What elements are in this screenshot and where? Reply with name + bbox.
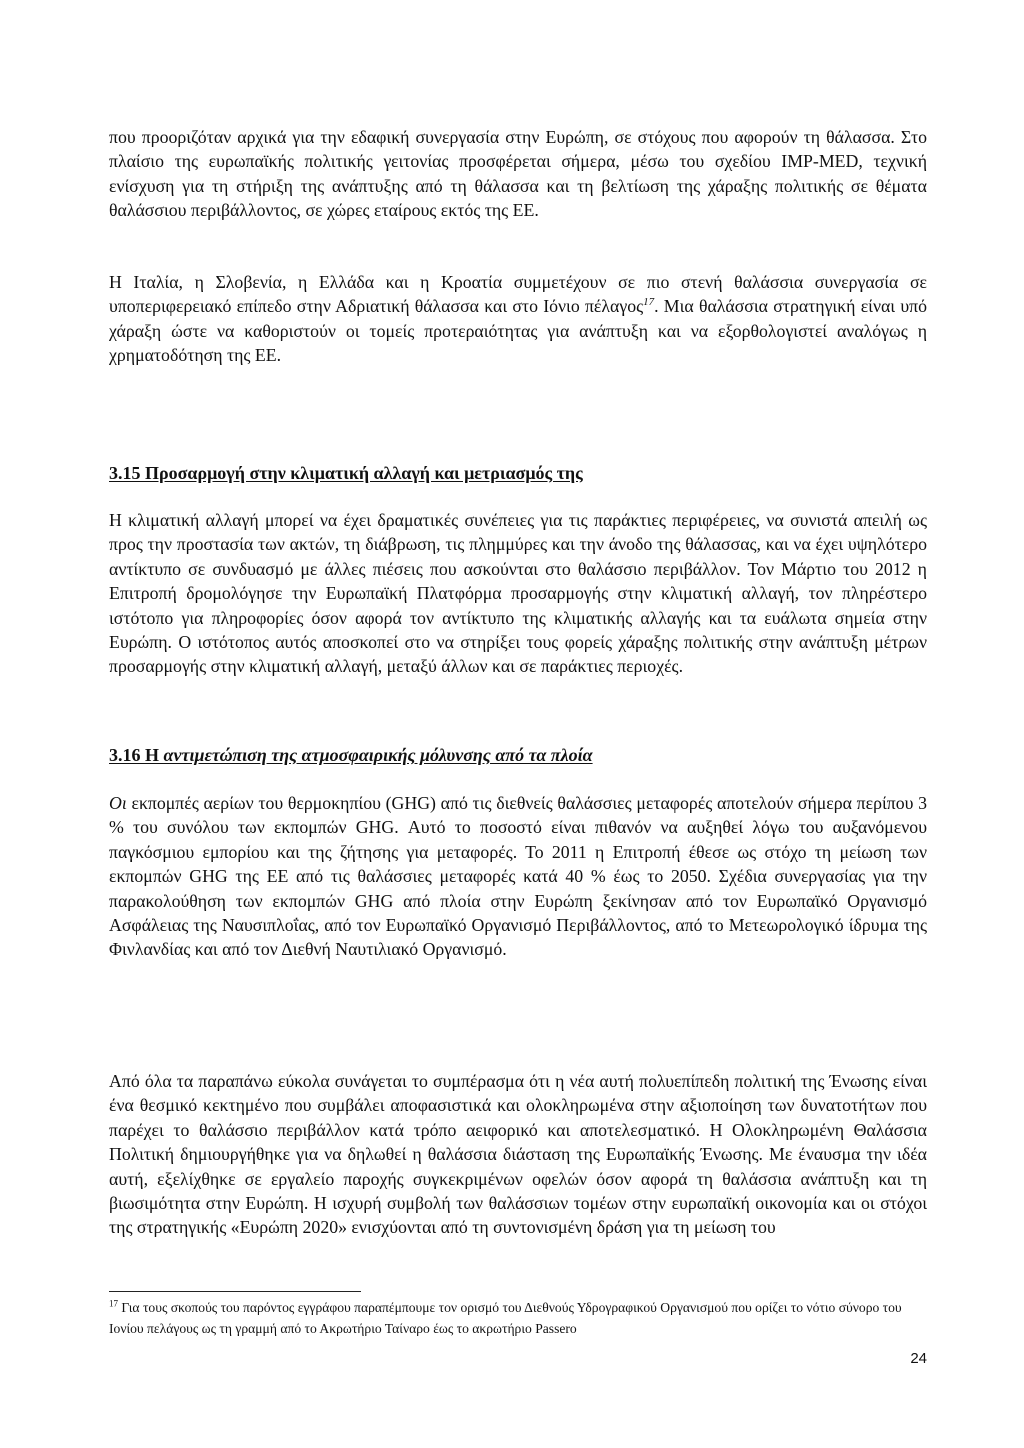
paragraph-ghg-text: εκπομπές αερίων του θερμοκηπίου (GHG) από τις διεθνείς θαλάσσιες μεταφορές αποτελούν σήμερα περίπου 3 % του συνόλου των εκπομπών GHG. Αυτό το ποσοστό είναι πιθανόν να αυξηθεί λόγω του αυξανόμενου παγκόσμιου εμπορίου και της ζήτησης για μεταφορές. Το 2011 η Επιτροπή έθεσε ως στόχο τη μείωση των εκπομπών GHG της ΕΕ από τις θαλάσσιες μεταφορές κατά 40 % έως το 2050. Σχέδια συνεργασίας για την παρακολούθηση των εκπομπών GHG από πλοία στην Ευρώπη ξεκίνησαν από τον Ευρωπαϊκό Οργανισμό Ασφάλειας της Ναυσιπλοΐας, από τον Ευρωπαϊκό Οργανισμό Περιβάλλοντος, από το Μετεωρολογικό ίδρυμα της Φινλανδίας και από τον Διεθνή Ναυτιλιακό Οργανισμό. <box>109 793 927 960</box>
paragraph-climate-change: Η κλιματική αλλαγή μπορεί να έχει δραματικές συνέπειες για τις παράκτιες περιφέρειες, να συνιστά απειλή ως προς την προστασία των ακτών, τη διάβρωση, τις πλημμύρες και την άνοδο της θάλασσας, και να έχει υψηλότερο αντίκτυπο σε συνδυασμό με άλλες πιέσεις που ασκούνται στο θαλάσσιο περιβάλλον. Τον Μάρτιο του 2012 η Επιτροπή δρομολόγησε την Ευρωπαϊκή Πλατφόρμα προσαρμογής στην κλιματική αλλαγή, τον πληρέστερο ιστότοπο για πληροφορίες όσον αφορά τον αντίκτυπο της κλιματικής αλλαγής και τα ευάλωτα σημεία στην Ευρώπη. Ο ιστότοπος αυτός αποσκοπεί στο να στηρίξει τους φορείς χάραξης πολιτικής στην ανάπτυξη μέτρων προσαρμογής στην κλιματική αλλαγή, μεταξύ άλλων και σε παράκτιες περιοχές. <box>109 510 927 677</box>
paragraph-conclusion: Από όλα τα παραπάνω εύκολα συνάγεται το συμπέρασμα ότι η νέα αυτή πολυεπίπεδη πολιτική της Ένωσης είναι ένα θεσμικό κεκτημένο που συμβάλει αποφασιστικά και ολοκληρωμένα στην αξιοποίηση των δυνατοτήτων που παρέχει το θαλάσσιο περιβάλλον κατά τρόπο αειφορικό και αποτελεσματικό. Η Ολοκληρωμένη Θαλάσσια Πολιτική δημιουργήθηκε για να δηλωθεί η θαλάσσια διάσταση της Ευρωπαϊκής Ένωσης. Με έναυσμα την ιδέα αυτή, εξελίχθηκε σε εργαλείο παροχής συγκεκριμένων οφελών όσον αφορά τη θαλάσσια ανάπτυξη και τη βιωσιμότητα στην Ευρώπη. Η ισχυρή συμβολή των θαλάσσιων τομέων στην ευρωπαϊκή οικονομία και οι στόχοι της στρατηγικής «Ευρώπη 2020» ενισχύονται από τη συντονισμένη δράση για τη μείωση του <box>109 1071 927 1238</box>
section-title: αντιμετώπιση της ατμοσφαιρικής μόλυνσης από τα πλοία <box>163 745 593 765</box>
page-number: 24 <box>910 1350 927 1367</box>
paragraph-ghg-lead: Οι <box>109 793 127 813</box>
paragraph-adriatic-ionian <box>109 270 927 368</box>
footnote-17 <box>109 1297 927 1339</box>
paragraph-ghg-emissions <box>109 791 927 962</box>
footnote-text: Για τους σκοπούς του παρόντος εγγράφου παραπέμπουμε τον ορισμό του Διεθνούς Υδρογραφικού Οργανισμού που ορίζει το νότιο σύνορο του Ιονίου πελάγους ως τη γραμμή από το Ακρωτήριο Ταίναρο έως το ακρωτήριο Passero <box>109 1300 902 1336</box>
footnote-divider <box>109 1291 361 1292</box>
section-number: 3.16 <box>109 745 141 765</box>
paragraph-adriatic-text-cont: . Μια θαλάσσια στρατηγική είναι υπό χάραξη ώστε να καθοριστούν οι τομείς προτεραιότητας για ανάπτυξη και να εξορθολογιστεί αναλόγως η χρηματοδότηση της ΕΕ. <box>109 296 927 366</box>
section-title: Προσαρμογή στην κλιματική αλλαγή και μετριασμός της <box>140 463 583 483</box>
section-number: 3.15 <box>109 463 141 483</box>
section-title-lead: Η <box>140 745 164 765</box>
paragraph-imp-med: που προοριζόταν αρχικά για την εδαφική συνεργασία στην Ευρώπη, σε στόχους που αφορούν τη θάλασσα. Στο πλαίσιο της ευρωπαϊκής πολιτικής γειτονίας προσφέρεται σήμερα, μέσω του σχεδίου IMP-MED, τεχνική ενίσχυση για τη στήριξη της ανάπτυξης από τη θάλασσα και τη βελτίωση της χάραξης πολιτικής σε θέματα θαλάσσιου περιβάλλοντος, σε χώρες εταίρους εκτός της ΕΕ. <box>109 127 927 221</box>
section-heading-3-15 <box>109 463 583 484</box>
section-heading-3-16 <box>109 745 593 766</box>
footnote-marker: 17 <box>109 1298 118 1309</box>
paragraph-adriatic-text: Η Ιταλία, η Σλοβενία, η Ελλάδα και η Κροατία συμμετέχουν σε πιο στενή θαλάσσια συνεργασία σε υποπεριφερειακό επίπεδο στην Αδριατική θάλασσα και στο Ιόνιο πέλαγος <box>109 272 927 317</box>
footnote-reference[interactable]: 17 <box>643 296 655 309</box>
